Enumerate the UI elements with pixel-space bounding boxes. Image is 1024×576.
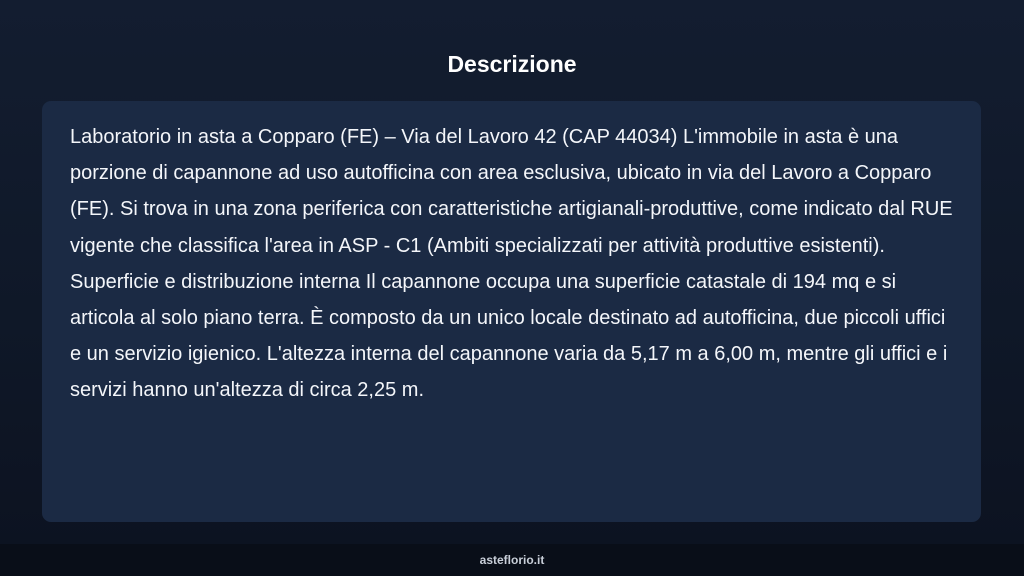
footer-bar (0, 544, 1024, 576)
footer-site-label: asteflorio.it (479, 553, 545, 567)
page-title: Descrizione (447, 51, 577, 77)
description-text: Laboratorio in asta a Copparo (FE) – Via del Lavoro 42 (CAP 44034) L'immobile in asta è una porzione di capannone ad uso autofficina con area esclusiva, ubicato in via del Lavoro a Copparo (FE). Si trova in una zona periferica con caratteristiche artigianali-produttive, come indicato dal RUE vigente che classifica l'area in ASP - C1 (Ambiti specializzati per attività produttive esistenti). Superficie e distribuzione interna Il capannone occupa una superficie catastale di 194 mq e si articola al solo piano terra. È composto da un unico locale destinato ad autofficina, due piccoli uffici e un servizio igienico. L'altezza interna del capannone varia da 5,17 m a 6,00 m, mentre gli uffici e i servizi hanno un'altezza di circa 2,25 m. (70, 126, 953, 402)
description-card (42, 101, 981, 522)
